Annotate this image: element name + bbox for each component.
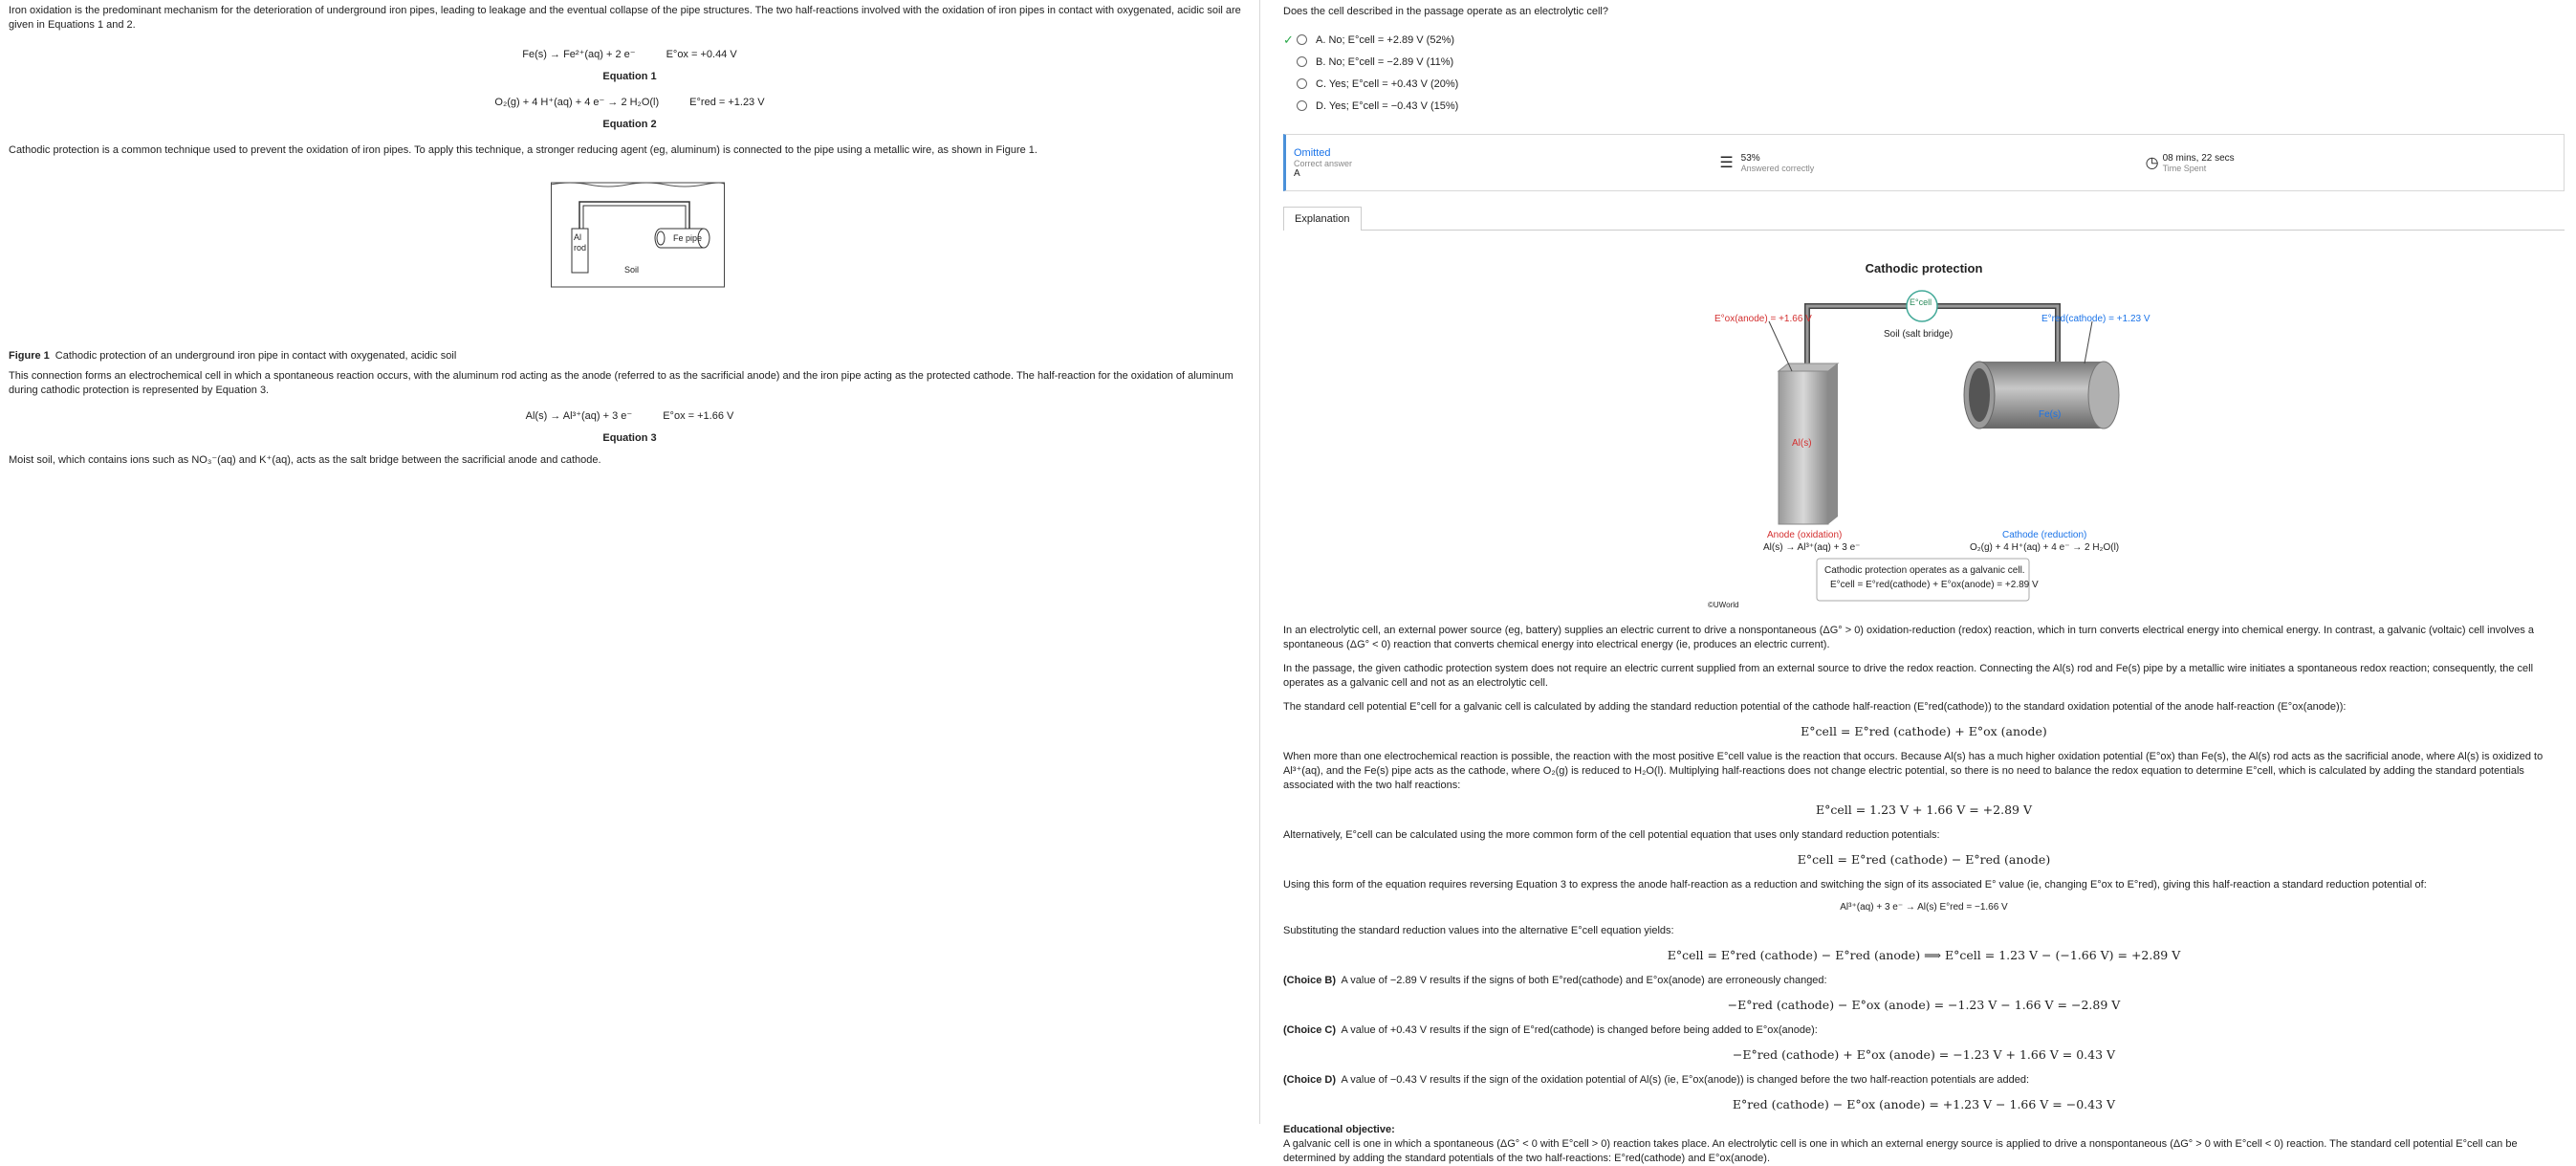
stats-bar	[1283, 134, 2565, 191]
figure-fe-label: Fe pipe	[673, 233, 703, 243]
math-eq-1: E°cell = E°red (cathode) + E°ox (anode)	[1801, 724, 2047, 738]
answer-choices	[1283, 29, 2565, 117]
explanation-p4: When more than one electrochemical reaction is possible, the reaction with the most positive E°cell value is the reaction that occurs. Because Al(s) has a much higher oxidation potential (E°ox) than Fe(s), the Al(s) rod acts as the sacrificial anode, where Al(s) is oxidized to Al³⁺(aq), and the Fe(s) pipe acts as the cathode, where O₂(g) is reduced to H₂O(l). Multiplying half-reactions does not change electric potential, so there is no need to balance the redox equation to determine E°cell, which is calculated by adding the standard potentials associated with the two half reactions:	[1283, 751, 2543, 791]
math-eq-5: E°cell = E°red (cathode) − E°red (anode) ⟹ E°cell = 1.23 V − (−1.66 V) = +2.89 V	[1667, 948, 2181, 962]
equation-2-label: Equation 2	[602, 119, 657, 130]
choice-b[interactable]: B. No; E°cell = −2.89 V (11%)	[1283, 51, 2565, 73]
radio-icon[interactable]	[1297, 34, 1307, 45]
anode-reaction: Al(s) → Al³⁺(aq) + 3 e⁻	[1763, 542, 1861, 553]
educational-objective-text: A galvanic cell is one in which a spontaneous (ΔG° < 0 with E°cell > 0) reaction takes place. An electrolytic cell is one in which an external energy source is applied to drive a nonspontaneous (ΔG° > 0 with E°cell < 0) reaction. The standard cell potential E°cell can be determined by adding the standard potentials of the two half-reactions: E°red(cathode) and E°ox(anode).	[1283, 1138, 2518, 1164]
educational-objective-heading: Educational objective:	[1283, 1124, 1395, 1135]
equation-3: Al(s) → Al³⁺(aq) + 3 e⁻ E°ox = +1.66 V	[525, 410, 734, 422]
fe-label: Fe(s)	[2039, 409, 2062, 420]
math-eq-2: E°cell = 1.23 V + 1.66 V = +2.89 V	[1815, 803, 2032, 817]
bar-chart-icon: ☰	[1719, 155, 1734, 171]
explanation-body	[1283, 624, 2565, 1166]
time-stat: ◷ 08 mins, 22 secs Time Spent	[2145, 152, 2235, 173]
radio-icon[interactable]	[1297, 56, 1307, 67]
choice-c[interactable]: C. Yes; E°cell = +0.43 V (20%)	[1283, 73, 2565, 95]
passage-soil: Moist soil, which contains ions such as NO₃⁻(aq) and K⁺(aq), acts as the salt bridge between the sacrificial anode and cathode.	[9, 454, 601, 466]
equation-1: Fe(s) → Fe²⁺(aq) + 2 e⁻ E°ox = +0.44 V	[522, 49, 737, 60]
checkmark-icon: ✓	[1283, 32, 1294, 47]
math-eq-6: −E°red (cathode) − E°ox (anode) = −1.23 V − 1.66 V = −2.89 V	[1727, 998, 2121, 1012]
clock-icon: ◷	[2145, 155, 2159, 171]
percent-stat: ☰ 53% Answered correctly	[1719, 152, 1815, 173]
passage-connection: This connection forms an electrochemical cell in which a spontaneous reaction occurs, with the aluminum rod acting as the anode (referred to as the sacrificial anode) and the iron pipe acting as the protected cathode. The half-reaction for the oxidation of aluminum during cathodic protection is represented by Equation 3.	[9, 370, 1233, 396]
equation-3-label: Equation 3	[602, 432, 657, 444]
question-text: Does the cell described in the passage operate as an electrolytic cell?	[1283, 6, 1608, 17]
status-stat: Omitted Correct answer A	[1294, 146, 1353, 179]
passage-cathodic: Cathodic protection is a common technique used to prevent the oxidation of iron pipes. To apply this technique, a stronger reducing agent (eg, aluminum) is connected to the pipe using a metallic wire, as shown in Figure 1.	[9, 144, 1037, 156]
equation-1-label: Equation 1	[602, 71, 657, 82]
cathode-label: Cathode (reduction)	[2002, 530, 2087, 540]
math-eq-7: −E°red (cathode) + E°ox (anode) = −1.23 V + 1.66 V = 0.43 V	[1732, 1047, 2116, 1062]
figure-al-label: Al rod	[574, 232, 587, 253]
radio-icon[interactable]	[1297, 100, 1307, 111]
explanation-title: Cathodic protection	[1865, 261, 1983, 275]
explanation-p1: In an electrolytic cell, an external power source (eg, battery) supplies an electric current to drive a nonspontaneous (ΔG° > 0) oxidation-reduction (redox) reaction, which in turn converts electrical energy into chemical energy. In contrast, a galvanic (voltaic) cell involves a spontaneous (ΔG° < 0) reaction that converts chemical energy into electrical energy (ie, produces an electric current).	[1283, 625, 2535, 650]
math-eq-4: Al³⁺(aq) + 3 e⁻ → Al(s) E°red = −1.66 V	[1840, 902, 2008, 913]
cathode-potential: E°red(cathode) = +1.23 V	[2041, 314, 2150, 324]
tab-explanation[interactable]: Explanation	[1283, 207, 1362, 231]
choice-c-explanation: (Choice C) A value of +0.43 V results if the sign of E°red(cathode) is changed before being added to E°ox(anode):	[1283, 1024, 1818, 1036]
radio-icon[interactable]	[1297, 78, 1307, 89]
cathodic-protection-diagram	[1283, 275, 2565, 610]
passage-pane	[0, 0, 1260, 1124]
figure-soil-label: Soil	[624, 265, 640, 275]
figure-1-caption: Figure 1 Cathodic protection of an underground iron pipe in contact with oxygenated, acidic soil	[9, 350, 457, 362]
choice-d-explanation: (Choice D) A value of −0.43 V results if the sign of the oxidation potential of Al(s) (ie, E°ox(anode)) is changed before the two half-reaction potentials are added:	[1283, 1074, 2030, 1086]
explanation-p7: Substituting the standard reduction values into the alternative E°cell equation yields:	[1283, 925, 1674, 936]
anode-potential: E°ox(anode) = +1.66 V	[1714, 314, 1812, 324]
equation-2: O₂(g) + 4 H⁺(aq) + 4 e⁻ → 2 H₂O(l) E°red = +1.23 V	[494, 97, 765, 108]
al-label: Al(s)	[1792, 438, 1812, 449]
choice-d[interactable]: D. Yes; E°cell = −0.43 V (15%)	[1283, 95, 2565, 117]
choice-a[interactable]: ✓ A. No; E°cell = +2.89 V (52%)	[1283, 32, 1455, 47]
galvanic-box-line1: Cathodic protection operates as a galvanic cell.	[1824, 565, 2025, 576]
explanation-p6: Using this form of the equation requires reversing Equation 3 to express the anode half-reaction as a reduction and switching the sign of its associated E° value (ie, changing E°ox to E°red), giving this half-reaction a standard reduction potential of:	[1283, 879, 2427, 891]
explanation-p5: Alternatively, E°cell can be calculated using the more common form of the cell potential equation that uses only standard reduction potentials:	[1283, 829, 1940, 841]
salt-bridge-label: Soil (salt bridge)	[1884, 329, 1954, 340]
ecell-label: E°cell	[1910, 297, 1932, 307]
galvanic-box-line2: E°cell = E°red(cathode) + E°ox(anode) = +2.89 V	[1830, 580, 2039, 590]
passage-intro: Iron oxidation is the predominant mechanism for the deterioration of underground iron pipes, leading to leakage and the eventual collapse of the pipe structures. The two half-reactions involved with the oxidation of iron pipes in contact with oxygenated, acidic soil are given in Equations 1 and 2.	[9, 5, 1241, 31]
figure-1-image	[551, 181, 725, 288]
choice-b-explanation: (Choice B) A value of −2.89 V results if the signs of both E°red(cathode) and E°ox(anode) are erroneously changed:	[1283, 975, 1827, 986]
cathode-reaction: O₂(g) + 4 H⁺(aq) + 4 e⁻ → 2 H₂O(l)	[1970, 542, 2120, 553]
question-pane	[1260, 0, 2576, 1164]
math-eq-8: E°red (cathode) − E°ox (anode) = +1.23 V − 1.66 V = −0.43 V	[1732, 1097, 2116, 1111]
anode-label: Anode (oxidation)	[1767, 530, 1843, 540]
explanation-p3: The standard cell potential E°cell for a galvanic cell is calculated by adding the standard reduction potential of the cathode half-reaction (E°red(cathode)) to the standard oxidation potential of the anode half-reaction (E°ox(anode)):	[1283, 701, 2347, 713]
math-eq-3: E°cell = E°red (cathode) − E°red (anode)	[1797, 852, 2051, 867]
copyright-label: ©UWorld	[1708, 601, 1739, 609]
explanation-p2: In the passage, the given cathodic protection system does not require an electric current supplied from an external source to drive the redox reaction. Connecting the Al(s) rod and Fe(s) pipe by a metallic wire initiates a spontaneous redox reaction; consequently, the cell operates as a galvanic cell and not as an electrolytic cell.	[1283, 663, 2534, 689]
